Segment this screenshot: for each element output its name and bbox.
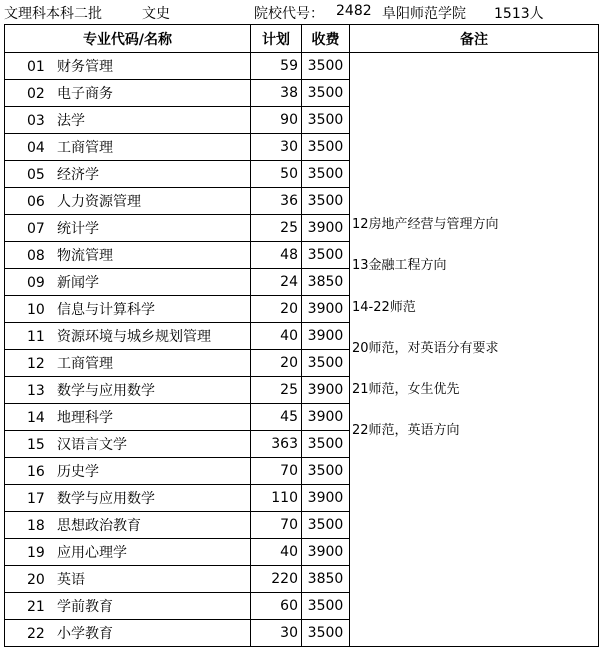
major-name: 统计学 <box>57 221 99 237</box>
plan-count: 40 <box>251 323 302 350</box>
tuition-fee: 3900 <box>302 485 350 512</box>
tuition-fee: 3900 <box>302 377 350 404</box>
major-code: 20 <box>27 572 45 588</box>
tuition-fee: 3500 <box>302 134 350 161</box>
tuition-fee: 3900 <box>302 539 350 566</box>
school-name: 阜阳师范学院 <box>382 6 466 22</box>
note-item: 22师范，英语方向 <box>352 423 460 439</box>
major-cell <box>5 431 251 458</box>
tuition-fee: 3900 <box>302 215 350 242</box>
table-header-row <box>5 25 599 53</box>
major-name: 资源环境与城乡规划管理 <box>57 329 211 345</box>
plan-count: 363 <box>251 431 302 458</box>
notes-list <box>352 213 499 461</box>
tuition-fee: 3900 <box>302 296 350 323</box>
major-name: 电子商务 <box>57 86 113 102</box>
plan-count: 40 <box>251 539 302 566</box>
plan-count: 110 <box>251 485 302 512</box>
major-code: 22 <box>27 626 45 642</box>
notes-cell <box>350 53 599 647</box>
plan-count: 36 <box>251 188 302 215</box>
major-cell <box>5 107 251 134</box>
tuition-fee: 3500 <box>302 107 350 134</box>
major-cell <box>5 350 251 377</box>
plan-count: 60 <box>251 593 302 620</box>
major-code: 01 <box>27 59 45 75</box>
major-cell <box>5 512 251 539</box>
page-header <box>0 0 602 22</box>
column-header-notes: 备注 <box>350 25 599 53</box>
major-code: 11 <box>27 329 45 345</box>
admission-plan-table <box>4 24 599 647</box>
tuition-fee: 3850 <box>302 566 350 593</box>
plan-count: 59 <box>251 53 302 80</box>
plan-count: 30 <box>251 134 302 161</box>
column-header-major: 专业代码/名称 <box>5 25 251 53</box>
major-cell <box>5 161 251 188</box>
major-code: 14 <box>27 410 45 426</box>
major-cell <box>5 593 251 620</box>
note-item: 13金融工程方向 <box>352 258 447 274</box>
major-code: 05 <box>27 167 45 183</box>
major-cell <box>5 566 251 593</box>
tuition-fee: 3500 <box>302 458 350 485</box>
plan-count: 20 <box>251 350 302 377</box>
tuition-fee: 3500 <box>302 620 350 647</box>
major-code: 21 <box>27 599 45 615</box>
major-cell <box>5 539 251 566</box>
plan-count: 30 <box>251 620 302 647</box>
tuition-fee: 3500 <box>302 593 350 620</box>
major-name: 财务管理 <box>57 59 113 75</box>
major-cell <box>5 188 251 215</box>
major-cell <box>5 134 251 161</box>
major-name: 数学与应用数学 <box>57 383 155 399</box>
major-name: 汉语言文学 <box>57 437 127 453</box>
school-code-label: 院校代号： <box>254 6 324 22</box>
plan-count: 25 <box>251 377 302 404</box>
major-code: 07 <box>27 221 45 237</box>
major-code: 13 <box>27 383 45 399</box>
tuition-fee: 3500 <box>302 350 350 377</box>
plan-count: 20 <box>251 296 302 323</box>
major-cell <box>5 404 251 431</box>
major-name: 历史学 <box>57 464 99 480</box>
major-cell <box>5 269 251 296</box>
column-header-fee: 收费 <box>302 25 350 53</box>
major-code: 10 <box>27 302 45 318</box>
major-code: 09 <box>27 275 45 291</box>
major-name: 新闻学 <box>57 275 99 291</box>
major-name: 地理科学 <box>57 410 113 426</box>
major-code: 16 <box>27 464 45 480</box>
major-name: 学前教育 <box>57 599 113 615</box>
tuition-fee: 3500 <box>302 431 350 458</box>
major-code: 17 <box>27 491 45 507</box>
tuition-fee: 3900 <box>302 404 350 431</box>
plan-count: 70 <box>251 458 302 485</box>
major-code: 06 <box>27 194 45 210</box>
major-cell <box>5 242 251 269</box>
major-code: 12 <box>27 356 45 372</box>
major-code: 02 <box>27 86 45 102</box>
major-cell <box>5 53 251 80</box>
plan-count: 70 <box>251 512 302 539</box>
major-code: 15 <box>27 437 45 453</box>
table-row <box>5 53 599 80</box>
table-body <box>5 53 599 647</box>
major-code: 03 <box>27 113 45 129</box>
major-name: 人力资源管理 <box>57 194 141 210</box>
tuition-fee: 3500 <box>302 80 350 107</box>
major-code: 04 <box>27 140 45 156</box>
school-code: 2482 <box>336 3 372 19</box>
column-header-plan: 计划 <box>251 25 302 53</box>
major-name: 应用心理学 <box>57 545 127 561</box>
plan-count: 50 <box>251 161 302 188</box>
major-name: 小学教育 <box>57 626 113 642</box>
tuition-fee: 3500 <box>302 53 350 80</box>
major-cell <box>5 620 251 647</box>
plan-count: 24 <box>251 269 302 296</box>
major-name: 物流管理 <box>57 248 113 264</box>
major-cell <box>5 377 251 404</box>
major-name: 法学 <box>57 113 85 129</box>
major-cell <box>5 80 251 107</box>
tuition-fee: 3850 <box>302 269 350 296</box>
tuition-fee: 3500 <box>302 161 350 188</box>
note-item: 21师范，女生优先 <box>352 382 460 398</box>
major-name: 工商管理 <box>57 140 113 156</box>
tuition-fee: 3500 <box>302 188 350 215</box>
major-name: 经济学 <box>57 167 99 183</box>
plan-count: 220 <box>251 566 302 593</box>
tuition-fee: 3500 <box>302 242 350 269</box>
major-name: 信息与计算科学 <box>57 302 155 318</box>
total-enrollment: 1513人 <box>494 6 544 22</box>
tuition-fee: 3900 <box>302 323 350 350</box>
plan-count: 25 <box>251 215 302 242</box>
major-name: 工商管理 <box>57 356 113 372</box>
batch-category: 文理科本科二批 <box>4 6 102 22</box>
plan-count: 38 <box>251 80 302 107</box>
major-name: 英语 <box>57 572 85 588</box>
major-code: 19 <box>27 545 45 561</box>
major-name: 思想政治教育 <box>57 518 141 534</box>
major-code: 18 <box>27 518 45 534</box>
major-name: 数学与应用数学 <box>57 491 155 507</box>
note-item: 12房地产经营与管理方向 <box>352 217 499 232</box>
major-code: 08 <box>27 248 45 264</box>
tuition-fee: 3500 <box>302 512 350 539</box>
major-cell <box>5 323 251 350</box>
major-cell <box>5 458 251 485</box>
plan-count: 48 <box>251 242 302 269</box>
plan-count: 45 <box>251 404 302 431</box>
major-cell <box>5 215 251 242</box>
major-cell <box>5 296 251 323</box>
plan-count: 90 <box>251 107 302 134</box>
note-item: 14-22师范 <box>352 299 416 315</box>
subject-type: 文史 <box>142 6 170 22</box>
major-cell <box>5 485 251 512</box>
note-item: 20师范，对英语分有要求 <box>352 340 499 356</box>
